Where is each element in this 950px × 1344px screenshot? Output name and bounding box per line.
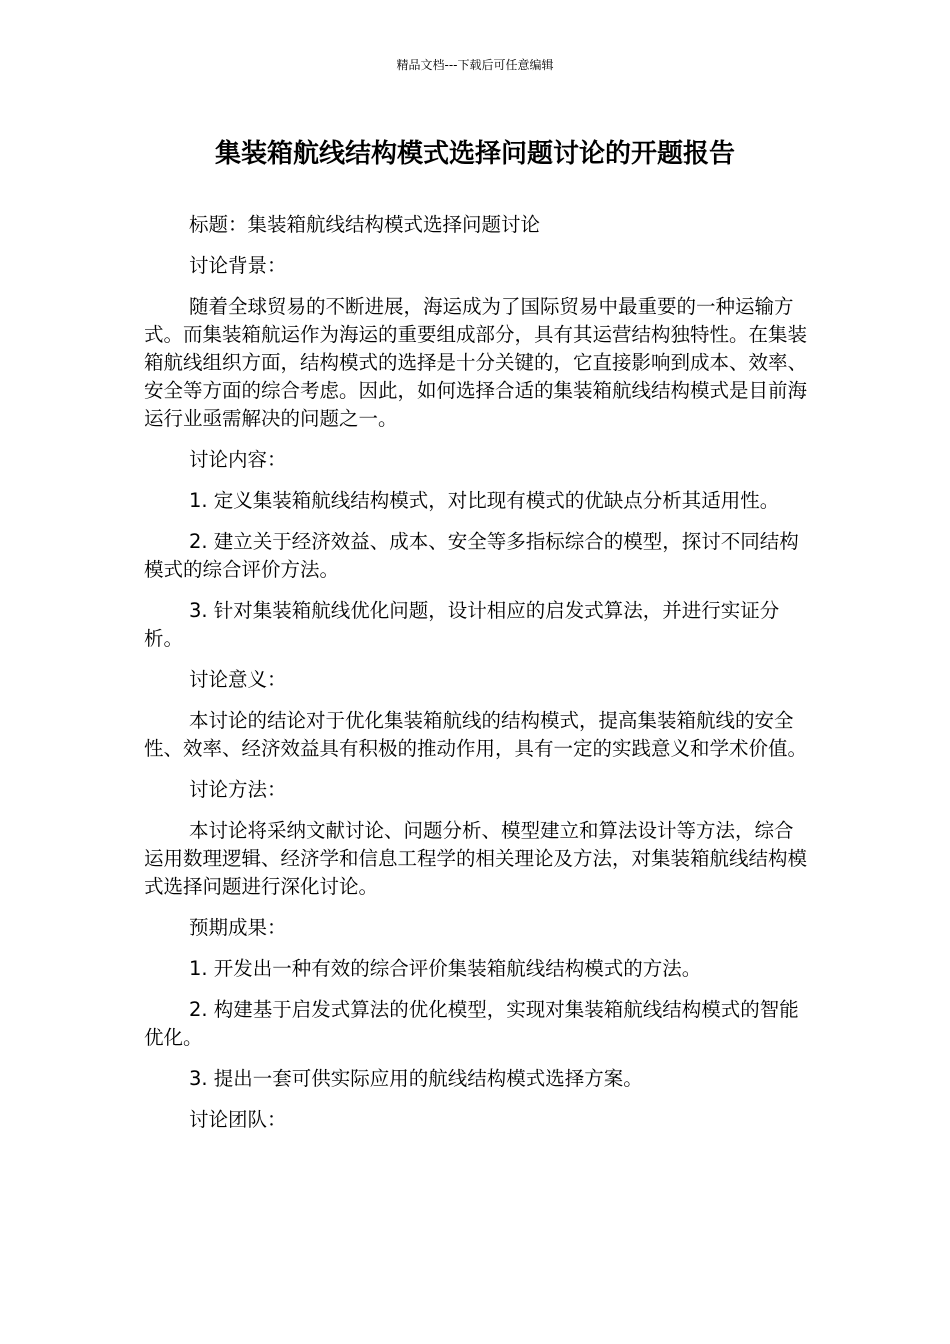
page-header-note: 精品文档---下载后可任意编辑 xyxy=(396,58,554,72)
content-item-2: 2. 建立关于经济效益、成本、安全等多指标综合的模型，探讨不同结构模式的综合评价方法。 xyxy=(144,530,799,581)
section-heading-team: 讨论团队： xyxy=(189,1108,287,1131)
background-paragraph: 随着全球贸易的不断进展，海运成为了国际贸易中最重要的一种运输方式。而集装箱航运作为海运的重要组成部分，具有其运营结构独特性。在集装箱航线组织方面，结构模式的选择是十分关键的，它直接影响到成本、效率、安全等方面的综合考虑。因此，如何选择合适的集装箱航线结构模式是目前海运行业亟需解决的问题之一。 xyxy=(144,295,808,430)
content-item-1: 1. 定义集装箱航线结构模式，对比现有模式的优缺点分析其适用性。 xyxy=(189,489,780,512)
section-heading-expected-results: 预期成果： xyxy=(189,916,287,939)
result-item-2: 2. 构建基于启发式算法的优化模型，实现对集装箱航线结构模式的智能优化。 xyxy=(144,998,799,1049)
result-item-3: 3. 提出一套可供实际应用的航线结构模式选择方案。 xyxy=(189,1067,643,1090)
section-heading-content: 讨论内容： xyxy=(189,448,287,471)
method-paragraph: 本讨论将采纳文献讨论、问题分析、模型建立和算法设计等方法，综合运用数理逻辑、经济学和信息工程学的相关理论及方法，对集装箱航线结构模式选择问题进行深化讨论。 xyxy=(144,819,808,898)
section-heading-method: 讨论方法： xyxy=(189,778,287,801)
result-item-1: 1. 开发出一种有效的综合评价集装箱航线结构模式的方法。 xyxy=(189,957,702,980)
significance-paragraph: 本讨论的结论对于优化集装箱航线的结构模式，提高集装箱航线的安全性、效率、经济效益具有积极的推动作用，具有一定的实践意义和学术价值。 xyxy=(144,709,808,760)
document-title: 集装箱航线结构模式选择问题讨论的开题报告 xyxy=(214,139,735,169)
section-heading-significance: 讨论意义： xyxy=(189,668,287,691)
section-heading-background: 讨论背景： xyxy=(189,254,287,277)
subject-line: 标题：集装箱航线结构模式选择问题讨论 xyxy=(189,213,541,236)
content-item-3: 3. 针对集装箱航线优化问题，设计相应的启发式算法，并进行实证分析。 xyxy=(144,599,780,650)
document-body xyxy=(144,211,808,1147)
